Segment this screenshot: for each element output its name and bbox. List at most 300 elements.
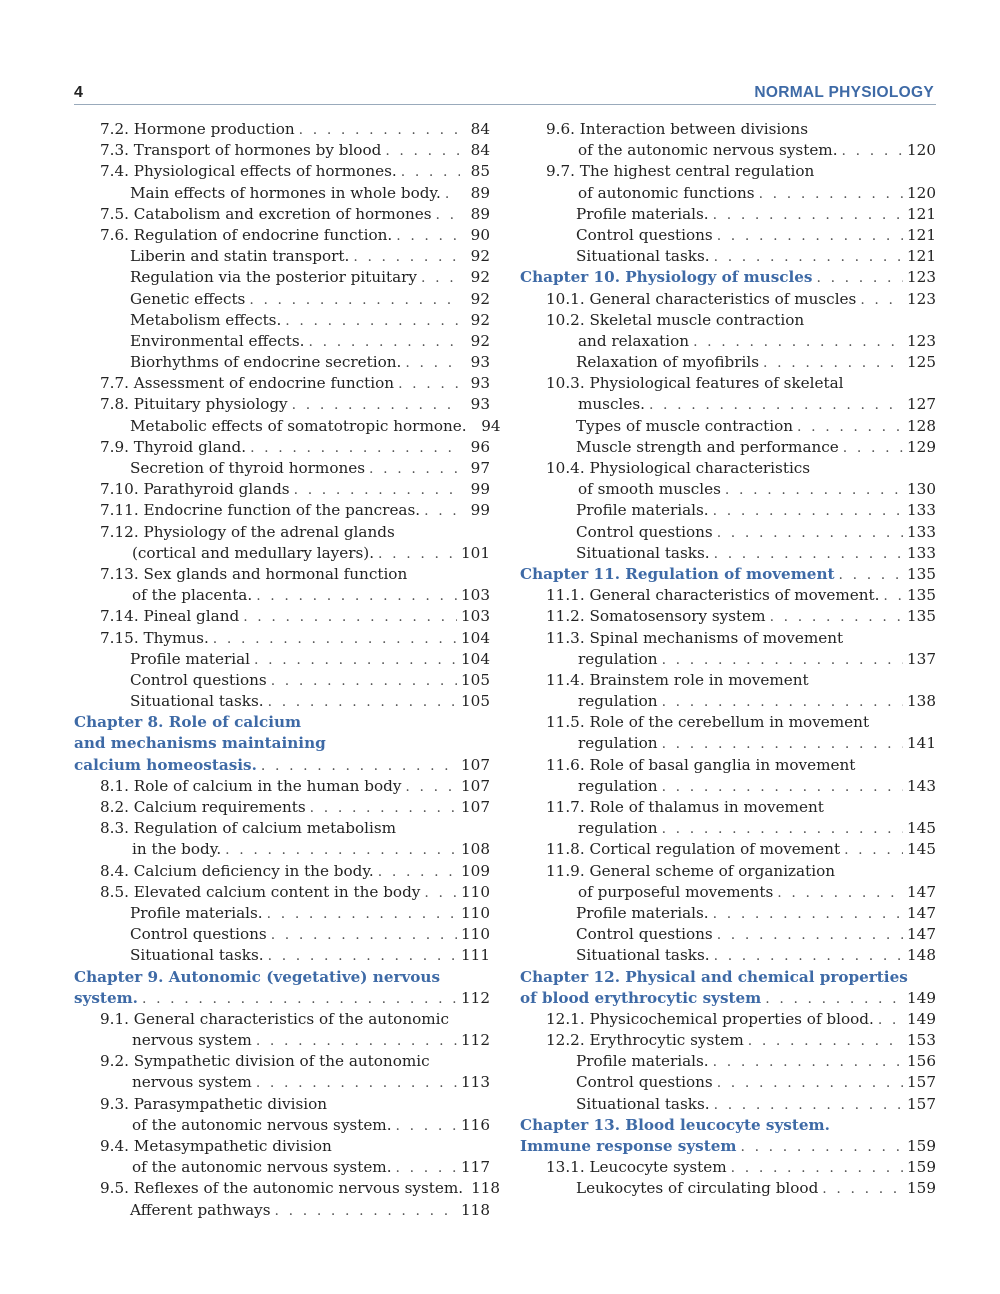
toc-page-number: 94 [481,416,501,435]
toc-entry[interactable] [74,564,490,585]
toc-page-number: 157 [907,1094,936,1113]
chapter-heading[interactable] [74,988,490,1009]
toc-entry-title: Chapter 10. Physiology of muscles [520,268,813,287]
toc-page-number: 111 [461,946,490,965]
toc-entry[interactable] [520,416,936,437]
toc-entry-title: Types of muscle contraction [576,416,794,435]
toc-entry[interactable] [74,1200,490,1221]
dot-leader [839,565,904,586]
toc-entry[interactable] [74,1072,490,1093]
running-title: NORMAL PHYSIOLOGY [754,84,934,101]
toc-entry-title: 9.1. General characteristics of the autonomic [100,1009,450,1028]
toc-page-number: 96 [470,437,490,456]
toc-entry-title: 11.1. General characteristics of movement. [546,586,880,605]
toc-entry[interactable] [74,1157,490,1178]
toc-entry-title: 7.3. Transport of hormones by blood [100,141,382,160]
toc-entry-title: 7.14. Pineal gland [100,607,240,626]
toc-entry[interactable] [520,183,936,204]
toc-entry-title: 7.9. Thyroid gland. [100,437,247,456]
toc-page-number: 105 [461,670,490,689]
page-header [74,82,936,105]
toc-entry[interactable] [520,733,936,754]
toc-entry[interactable] [74,246,490,267]
toc-page-number: 84 [470,141,490,160]
toc-entry[interactable] [74,861,490,882]
toc-entry-title: 9.6. Interaction between divisions [546,120,808,138]
toc-page-number: 121 [907,204,936,223]
toc-entry[interactable] [74,585,490,606]
toc-entry[interactable] [74,945,490,966]
toc-entry-title: Profile materials. [576,204,709,223]
toc-page-number: 110 [461,882,490,901]
toc-entry[interactable] [520,755,936,776]
toc-entry[interactable] [520,289,936,310]
dot-leader [713,904,903,925]
dot-leader [256,1073,457,1094]
toc-entry[interactable] [74,267,490,288]
toc-entry[interactable] [74,839,490,860]
toc-entry-title: Control questions [576,1073,713,1092]
dot-leader [662,734,903,755]
dot-leader [271,925,457,946]
toc-entry-title: 7.10. Parathyroid glands [100,480,290,499]
toc-entry-title: nervous system [132,1073,252,1092]
dot-leader [424,501,460,522]
toc-entry[interactable] [74,352,490,373]
dot-leader [256,1031,457,1052]
toc-entry-title: Situational tasks. [130,946,264,965]
toc-entry[interactable] [520,140,936,161]
toc-entry-title: 11.8. Cortical regulation of movement [546,840,841,859]
toc-entry-title: regulation [578,734,658,753]
dot-leader [398,374,460,395]
toc-entry[interactable] [74,310,490,331]
dot-leader [405,777,457,798]
toc-entry[interactable] [520,691,936,712]
chapter-heading[interactable] [74,733,490,754]
toc-page-number: 138 [907,692,936,711]
toc-entry[interactable] [74,543,490,564]
toc-entry-title: Secretion of thyroid hormones [130,459,366,477]
toc-entry-title: 9.7. The highest central regulation [546,162,815,181]
dot-leader [725,480,903,501]
toc-page-number: 92 [470,268,490,287]
dot-leader [309,332,460,353]
toc-entry[interactable] [520,479,936,500]
toc-entry[interactable] [74,119,490,140]
toc-entry[interactable] [520,1051,936,1072]
toc-entry-title: Relaxation of myofibrils [576,353,760,372]
chapter-heading[interactable] [520,988,936,1009]
toc-entry[interactable] [520,797,936,818]
toc-entry[interactable] [520,310,936,331]
toc-entry-title: Chapter 13. Blood leucocyte system. [520,1115,830,1134]
dot-leader [740,1137,903,1158]
dot-leader [649,395,903,416]
dot-leader [250,438,460,459]
dot-leader [797,417,903,438]
toc-page-number: 99 [470,501,490,520]
toc-entry[interactable] [520,1157,936,1178]
toc-entry[interactable] [74,1030,490,1051]
toc-entry[interactable] [74,882,490,903]
toc-entry[interactable] [74,670,490,691]
toc-page-number: 85 [470,162,490,181]
dot-leader [396,1116,457,1137]
toc-entry-title: regulation [578,776,658,795]
toc-entry-title: Main effects of hormones in whole body. [130,183,441,202]
toc-page-number: 89 [470,183,490,202]
toc-page-number: 159 [907,1137,936,1155]
dot-leader [714,247,903,268]
toc-page-number: 92 [470,310,490,329]
toc-entry-title: 12.1. Physicochemical properties of blood. [546,1009,874,1028]
toc-entry[interactable] [74,331,490,352]
toc-entry-title: Environmental effects. [130,331,305,350]
toc-page-number: 110 [461,903,490,922]
toc-entry-title: Metabolism effects. [130,310,282,329]
toc-entry-title: Profile materials. [576,501,709,520]
dot-leader [378,544,457,565]
dot-leader [378,862,457,883]
toc-entry[interactable] [520,903,936,924]
toc-entry[interactable] [74,522,490,543]
toc-page-number: 107 [461,798,490,816]
toc-entry[interactable] [74,1115,490,1136]
dot-leader [310,798,457,819]
dot-leader [254,650,457,671]
toc-entry-title: 10.4. Physiological characteristics [546,459,811,477]
toc-entry-title: 9.4. Metasympathetic division [100,1137,332,1155]
toc-page-number: 118 [461,1200,490,1219]
toc-entry[interactable] [74,416,501,437]
toc-entry[interactable] [520,458,936,479]
toc-entry[interactable] [520,543,936,564]
toc-entry-title: and mechanisms maintaining [74,734,326,753]
toc-page-number: 117 [461,1158,490,1177]
toc-entry-title: nervous system [132,1031,252,1050]
toc-entry[interactable] [74,140,490,161]
toc-page-number: 112 [461,1031,490,1050]
toc-entry-title: Situational tasks. [576,1094,710,1113]
toc-entry-title: regulation [578,649,658,668]
toc-entry-title: 12.2. Erythrocytic system [546,1031,744,1050]
toc-entry[interactable] [520,1030,936,1051]
toc-entry-title: Situational tasks. [576,543,710,562]
toc-entry-title: of the autonomic nervous system. [578,141,838,160]
toc-page-number: 120 [907,141,936,160]
toc-page-number: 147 [907,903,936,922]
toc-entry[interactable] [74,458,490,479]
toc-entry[interactable] [520,585,936,606]
toc-entry-title: Biorhythms of endocrine secretion. [130,353,402,372]
dot-leader [256,586,457,607]
toc-entry[interactable] [74,776,490,797]
toc-entry[interactable] [520,352,936,373]
dot-leader [713,205,903,226]
toc-entry-title: and relaxation [578,331,690,350]
toc-entry-title: 8.5. Elevated calcium content in the body [100,882,421,901]
toc-entry-title: 9.3. Parasympathetic division [100,1094,328,1113]
toc-page-number: 135 [907,586,936,605]
toc-entry[interactable] [520,394,936,415]
dot-leader [249,290,460,311]
toc-entry[interactable] [74,500,490,521]
toc-entry[interactable] [520,246,936,267]
toc-entry[interactable] [520,500,936,521]
chapter-heading[interactable] [520,1136,936,1157]
toc-entry[interactable] [74,1009,490,1030]
toc-page-number: 92 [470,331,490,350]
toc-page-number: 121 [907,225,936,244]
toc-entry[interactable] [520,119,936,140]
toc-entry[interactable] [520,649,936,670]
toc-entry-title: of the autonomic nervous system. [132,1158,392,1177]
toc-page-number: 156 [907,1052,936,1071]
toc-entry[interactable] [520,628,936,649]
toc-entry[interactable] [520,373,936,394]
page-number: 4 [74,84,83,101]
toc-page-number: 153 [907,1031,936,1050]
dot-leader [662,692,903,713]
toc-entry-title: of the placenta. [132,586,253,605]
toc-entry-title: Chapter 11. Regulation of movement [520,564,835,583]
dot-leader [396,1158,457,1179]
toc-entry-title: Control questions [576,925,713,944]
toc-page-number: 120 [907,183,936,202]
toc-entry[interactable] [520,606,936,627]
toc-page-number: 133 [907,543,936,562]
toc-page-number: 99 [470,480,490,499]
dot-leader [299,120,460,141]
toc-page-number: 107 [461,755,490,774]
toc-entry[interactable] [520,776,936,797]
toc-page-number: 145 [907,819,936,838]
dot-leader [759,184,903,205]
toc-entry[interactable] [74,1136,490,1157]
toc-entry-title: 11.7. Role of thalamus in movement [546,798,824,816]
toc-entry[interactable] [520,839,936,860]
chapter-heading[interactable] [520,1115,936,1136]
toc-entry-title: Situational tasks. [576,946,710,965]
toc-page-number: 103 [461,586,490,605]
toc-entry-title: of purposeful movements [578,882,774,901]
toc-entry[interactable] [74,437,490,458]
dot-leader [860,290,903,311]
toc-page-number: 93 [470,395,490,414]
toc-page-number: 84 [470,120,490,138]
toc-entry-title: 8.3. Regulation of calcium metabolism [100,819,397,838]
toc-page-number: 118 [471,1179,501,1198]
dot-leader [748,1031,903,1052]
toc-entry-title: 9.2. Sympathetic division of the autonomic [100,1052,430,1071]
toc-entry[interactable] [520,945,936,966]
toc-entry-title: Genetic effects [130,289,246,308]
toc-entry[interactable] [74,479,490,500]
toc-page-number: 104 [461,649,490,668]
dot-leader [421,268,460,289]
toc-entry[interactable] [520,818,936,839]
dot-leader [844,840,903,861]
toc-entry[interactable] [520,1094,936,1115]
toc-entry-title: Chapter 9. Autonomic (vegetative) nervous [74,967,441,986]
toc-page-number: 123 [907,268,936,287]
toc-page-number: 123 [907,289,936,308]
toc-entry-title: 11.6. Role of basal ganglia in movement [546,755,856,774]
toc-entry-title: Muscle strength and performance [576,437,839,456]
dot-leader [294,480,460,501]
dot-leader [770,607,903,628]
toc-entry[interactable] [74,1051,490,1072]
dot-leader [816,268,903,289]
dot-leader [662,777,903,798]
toc-entry[interactable] [520,331,936,352]
toc-page-number: 147 [907,925,936,944]
toc-entry[interactable] [520,712,936,733]
dot-leader [878,1010,903,1031]
toc-entry-title: muscles. [578,395,645,414]
toc-entry[interactable] [74,183,490,204]
toc-entry[interactable] [74,204,490,225]
toc-page-number: 105 [461,692,490,711]
toc-right-column [520,119,936,1200]
dot-leader [662,819,903,840]
toc-entry[interactable] [74,225,490,246]
dot-leader [842,141,903,162]
toc-entry[interactable] [520,204,936,225]
chapter-heading[interactable] [74,712,490,733]
toc-entry-title: 10.1. General characteristics of muscles [546,289,857,308]
toc-entry-title: Immune response system [520,1137,737,1155]
toc-entry-title: (cortical and medullary layers). [132,543,375,562]
toc-entry[interactable] [520,1072,936,1093]
toc-entry-title: Situational tasks. [576,247,710,266]
toc-entry[interactable] [74,1178,501,1199]
toc-entry-title: of autonomic functions [578,183,755,202]
toc-entry[interactable] [74,289,490,310]
toc-page-number: 148 [907,946,936,965]
toc-entry-title: 7.6. Regulation of endocrine function. [100,225,393,244]
dot-leader [717,226,903,247]
toc-page-number: 123 [907,331,936,350]
toc-entry-title: Control questions [576,225,713,244]
toc-entry-title: in the body. [132,840,222,859]
toc-page-number: 149 [907,1009,936,1028]
toc-entry[interactable] [74,161,490,182]
toc-page-number: 93 [470,353,490,372]
toc-entry[interactable] [520,1178,936,1199]
toc-entry[interactable] [74,628,490,649]
toc-entry[interactable] [520,670,936,691]
toc-entry-title: 7.11. Endocrine function of the pancreas. [100,501,421,520]
toc-entry-title: Profile materials. [576,903,709,922]
chapter-heading[interactable] [520,267,936,288]
toc-entry-title: 10.3. Physiological features of skeletal [546,374,844,393]
toc-entry[interactable] [520,882,936,903]
toc-page-number: 107 [461,776,490,795]
toc-entry-title: Metabolic effects of somatotropic hormone. [130,416,467,435]
toc-page-number: 135 [907,564,936,583]
dot-leader [822,1179,903,1200]
toc-entry-title: Control questions [576,522,713,541]
toc-entry[interactable] [74,691,490,712]
dot-leader [717,523,903,544]
toc-page-number: 92 [470,247,490,266]
toc-page-number: 90 [470,225,490,244]
chapter-heading[interactable] [520,564,936,585]
dot-leader [285,311,460,332]
toc-page-number: 143 [907,776,936,795]
toc-entry[interactable] [74,903,490,924]
dot-leader [401,162,460,183]
toc-entry[interactable] [520,924,936,945]
toc-entry[interactable] [520,861,936,882]
toc-page-number: 97 [470,459,490,477]
toc-entry[interactable] [74,606,490,627]
toc-entry-title: Profile material [130,649,251,668]
toc-entry[interactable] [74,797,490,818]
toc-entry[interactable] [74,818,490,839]
dot-leader [717,925,903,946]
toc-page-number: 128 [907,416,936,435]
toc-page-number: 159 [907,1179,936,1198]
chapter-heading[interactable] [520,967,936,988]
toc-page-number: 141 [907,734,936,753]
dot-leader [714,1095,903,1116]
toc-entry-title: of the autonomic nervous system. [132,1115,392,1134]
toc-entry[interactable] [520,522,936,543]
toc-entry-title: 7.13. Sex glands and hormonal function [100,564,408,583]
toc-page-number: 127 [907,395,936,414]
toc-entry[interactable] [74,394,490,415]
toc-page-number: 159 [907,1158,936,1177]
dot-leader [261,756,457,777]
dot-leader [717,1073,903,1094]
dot-leader [714,946,903,967]
toc-entry[interactable] [520,161,936,182]
toc-entry[interactable] [520,437,936,458]
toc-entry-title: regulation [578,692,658,711]
toc-page-number: 101 [461,543,490,562]
chapter-heading[interactable] [74,967,490,988]
toc-entry-title: Chapter 8. Role of calcium [74,713,302,732]
chapter-heading[interactable] [74,755,490,776]
dot-leader [275,1201,457,1222]
toc-entry[interactable] [74,1094,490,1115]
dot-leader [243,607,457,628]
toc-entry[interactable] [520,1009,936,1030]
dot-leader [267,904,457,925]
dot-leader [268,692,457,713]
toc-page-number: 93 [470,374,490,393]
dot-leader [714,544,903,565]
toc-page-number: 116 [461,1115,490,1134]
toc-entry[interactable] [74,649,490,670]
toc-entry-title: 9.5. Reflexes of the autonomic nervous system. [100,1179,464,1198]
toc-page-number: 149 [907,988,936,1007]
toc-entry-title: 7.4. Physiological effects of hormones. [100,162,397,181]
toc-entry[interactable] [74,924,490,945]
toc-page-number: 157 [907,1073,936,1092]
dot-leader [436,205,460,226]
toc-entry[interactable] [74,373,490,394]
dot-leader [396,226,460,247]
toc-entry-title: Afferent pathways [130,1200,271,1219]
toc-page-number: 110 [461,925,490,944]
dot-leader [271,671,457,692]
toc-entry[interactable] [520,225,936,246]
toc-entry-title: 8.4. Calcium deficiency in the body. [100,861,374,880]
